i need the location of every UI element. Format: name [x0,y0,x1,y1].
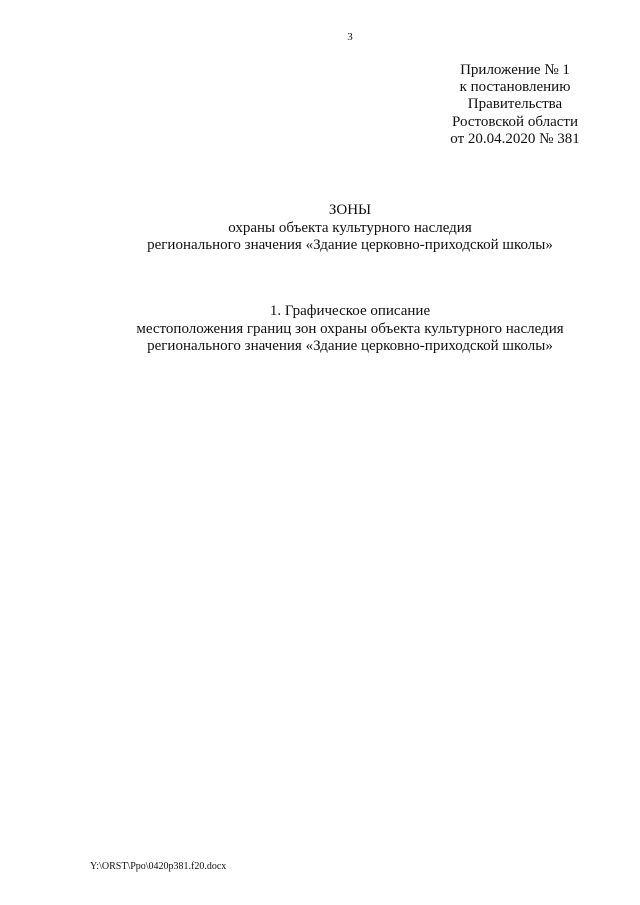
section-line: регионального значения «Здание церковно-приходской школы» [147,338,553,354]
appendix-block [440,62,590,148]
footer-file-path: Y:\ORST\Ppo\0420p381.f20.docx [90,861,227,872]
appendix-line: Правительства [467,96,563,113]
appendix-line: к постановлению [459,79,571,96]
title-line: регионального значения «Здание церковно-приходской школы» [147,237,553,253]
appendix-line: Ростовской области [452,113,578,130]
document-title [0,202,640,255]
appendix-line: от 20.04.2020 № 381 [450,130,580,147]
title-heading: ЗОНЫ [328,202,372,218]
title-line: охраны объекта культурного наследия [228,219,472,236]
section-line: местоположения границ зон охраны объекта культурного наследия [136,320,564,337]
appendix-line: Приложение № 1 [460,62,570,78]
section-heading [0,303,640,356]
page-number: 3 [347,31,353,43]
section-line: 1. Графическое описание [269,303,431,319]
